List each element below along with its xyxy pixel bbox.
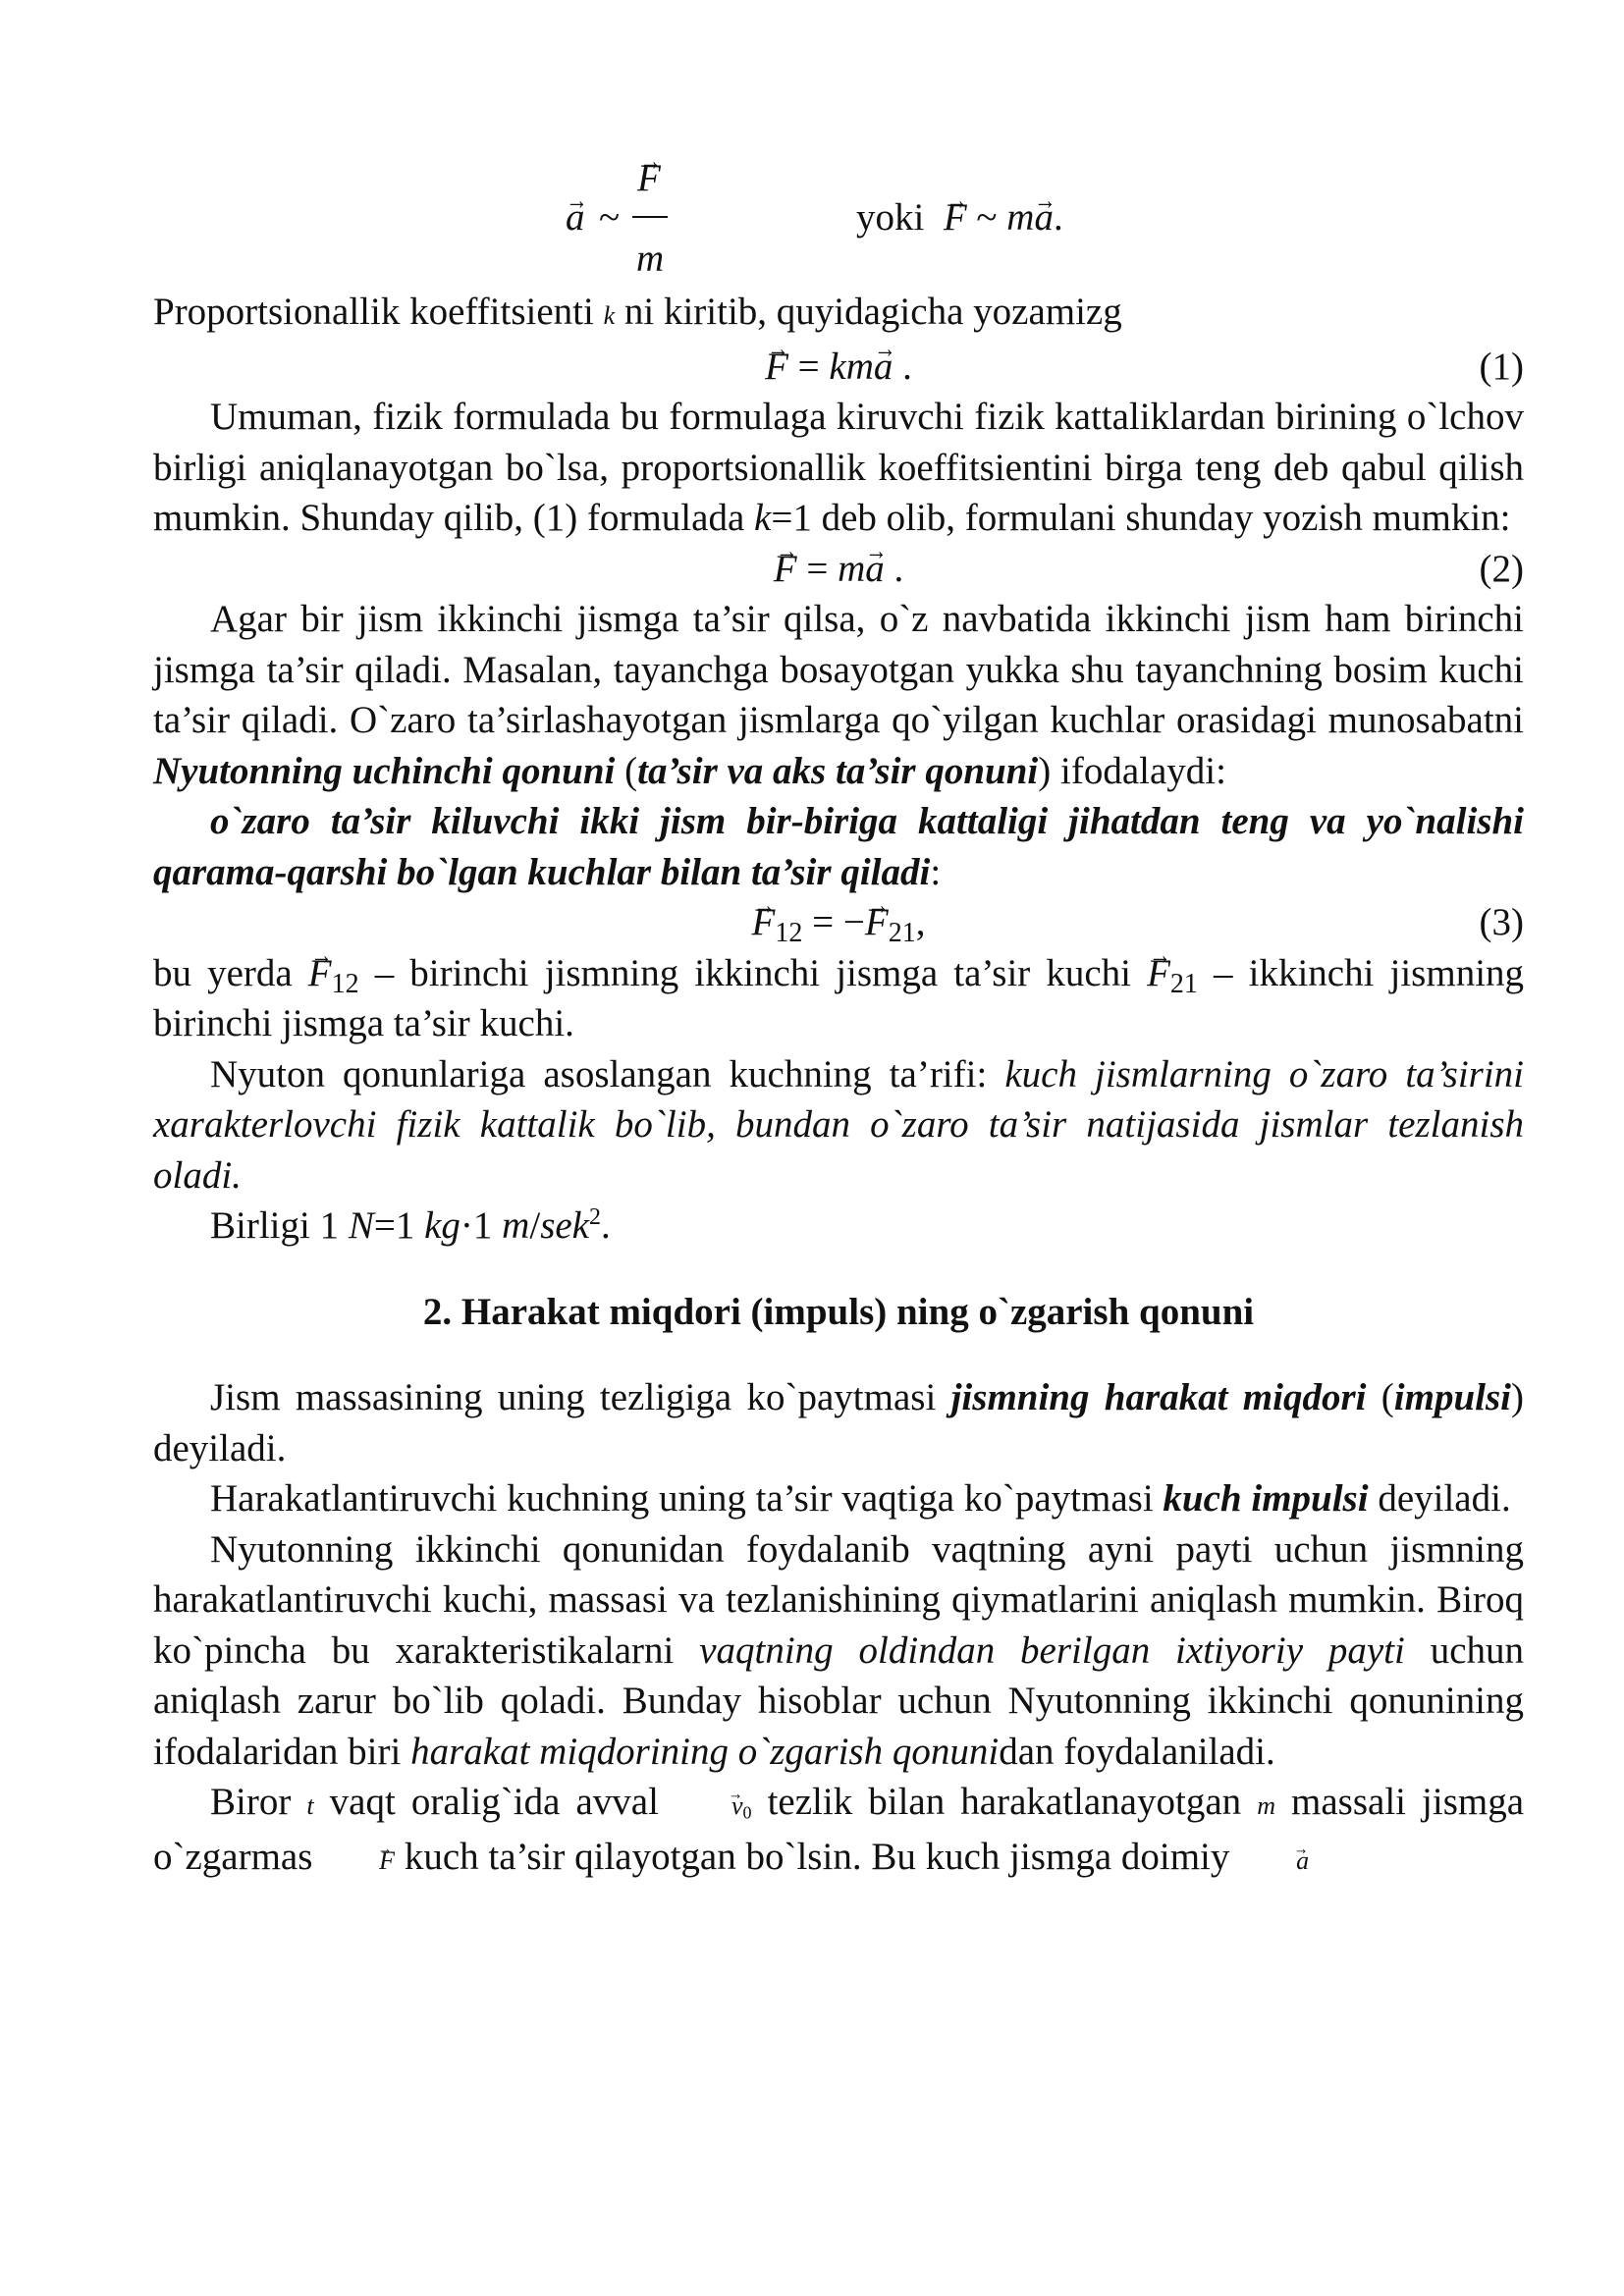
paragraph-third-law bbox=[153, 594, 1524, 796]
text: ni kiritib, quyidagicha yozamizg bbox=[623, 291, 1122, 333]
alternative-formula bbox=[856, 192, 1063, 243]
acceleration-ratio bbox=[566, 159, 762, 287]
text: Nyuton qonunlariga asoslangan kuchning ta’rifi: bbox=[210, 1052, 988, 1095]
acceleration-symbol: → a bbox=[1239, 1836, 1309, 1887]
paragraph-where bbox=[153, 948, 1524, 1049]
paragraph-proportionality bbox=[153, 287, 1524, 342]
text: massali jismga o`zgarmas bbox=[153, 1781, 1525, 1878]
text: Proportsionallik koeffitsienti bbox=[153, 291, 594, 333]
text: Birligi 1 bbox=[210, 1204, 340, 1247]
equation-body bbox=[153, 342, 1524, 393]
text: Jism massasining uning tezligiga ko`paytmasi bbox=[210, 1376, 937, 1418]
paragraph-momentum bbox=[153, 1372, 1524, 1473]
paragraph-unit bbox=[153, 1201, 1524, 1252]
unit-symbol: kg bbox=[424, 1204, 460, 1247]
text: / bbox=[529, 1204, 541, 1247]
proportionality-formula bbox=[153, 159, 1524, 287]
text: Nyutonning ikkinchi qonunidan foydalanib vaqtning ayni payti uchun jismning harakatlantiruvchi kuchi, massasi va tezlanishining qiymatlarini aniqlash mumkin. Biroq ko`pincha bu xarakteristikalarni bbox=[153, 1527, 1524, 1672]
fraction-bar bbox=[632, 216, 668, 218]
equation-body bbox=[153, 897, 1524, 948]
force-symbol: → F bbox=[322, 1836, 395, 1887]
vector-F: → F bbox=[308, 948, 332, 999]
paragraph-force-definition bbox=[153, 1049, 1524, 1201]
text: ) ifodalaydi: bbox=[1038, 749, 1226, 792]
emphasis: vaqtning oldindan berilgan ixtiyoriy payti bbox=[699, 1629, 1405, 1672]
vector-F: → F bbox=[865, 897, 889, 948]
fraction-numerator: → F bbox=[637, 153, 661, 204]
text: : bbox=[930, 850, 942, 893]
force-definition: kuch jismlarning o`zaro ta’sirini xarakterlovchi fizik kattalik bo`lib, bundan o`zaro ta’sir natijasida jismlar tezlanish oladi. bbox=[153, 1052, 1524, 1197]
k-symbol: k bbox=[603, 301, 616, 330]
vector-F: → F bbox=[774, 544, 797, 595]
text: tezlik bilan harakatlanayotgan bbox=[767, 1781, 1242, 1823]
formula-end: . bbox=[884, 547, 904, 590]
equation-body bbox=[153, 544, 1524, 595]
text: – birinchi jismning ikkinchi jismga ta’sir kuchi bbox=[374, 951, 1131, 994]
text: ) deyiladi. bbox=[153, 1376, 1525, 1469]
text: kuch ta’sir qilayotgan bo`lsin. Bu kuch jismga doimiy bbox=[404, 1835, 1230, 1878]
text: Biror bbox=[210, 1781, 292, 1823]
vector-F: → F bbox=[765, 342, 788, 393]
vector-a: → a bbox=[874, 342, 893, 393]
term-third-law: Nyutonning uchinchi qonuni bbox=[153, 749, 616, 792]
term-momentum: jismning harakat miqdori bbox=[950, 1376, 1367, 1418]
mass-symbol: m bbox=[1257, 1791, 1275, 1820]
formula-end: . bbox=[893, 345, 912, 388]
text: =1 bbox=[373, 1204, 415, 1247]
equation-number: (2) bbox=[1479, 547, 1524, 590]
term-action-reaction: ta’sir va aks ta’sir qonuni bbox=[637, 749, 1039, 792]
formula-end: . bbox=[1053, 196, 1063, 239]
text: bu yerda bbox=[153, 951, 293, 994]
section-heading: 2. Harakat miqdori (impuls) ning o`zgarish qonuni bbox=[422, 1290, 1255, 1333]
vector-a: → a bbox=[865, 544, 885, 595]
text: uchun aniqlash zarur bo`lib qoladi. Bunday hisoblar uchun Nyutonning ikkinchi qonunining ifodalaridan biri bbox=[153, 1629, 1525, 1773]
equation-number: (1) bbox=[1479, 345, 1524, 388]
paragraph-force-impulse bbox=[153, 1473, 1524, 1524]
equals: = bbox=[796, 547, 839, 590]
paragraph-coefficient bbox=[153, 392, 1524, 544]
equation-1 bbox=[153, 342, 1524, 393]
connector-word: yoki bbox=[856, 196, 925, 239]
subscript: 12 bbox=[775, 918, 803, 948]
equals: = bbox=[787, 345, 830, 388]
tilde-symbol: ~ bbox=[976, 196, 998, 239]
text: ·1 bbox=[460, 1204, 493, 1247]
unit-symbol: sek bbox=[540, 1204, 589, 1247]
time-symbol: t bbox=[306, 1791, 314, 1820]
subscript: 21 bbox=[1169, 968, 1198, 999]
mass-symbol: m bbox=[1006, 196, 1035, 239]
text: Harakatlantiruvchi kuchning uning ta’sir vaqtiga ko`paytmasi bbox=[210, 1477, 1154, 1520]
text: vaqt oralig`ida avval bbox=[329, 1781, 659, 1823]
vector-F: → F bbox=[752, 897, 776, 948]
superscript: 2 bbox=[589, 1204, 601, 1230]
term-force-impulse: kuch impulsi bbox=[1163, 1477, 1369, 1520]
text: Umuman, fizik formulada bu formulaga kiruvchi fizik kattaliklardan birining o`lchov birligi aniqlanayotgan bo`lsa, proportsionallik koeffitsientini birga teng deb qabul qilish mumkin. Shunday qilib, (1) formulada bbox=[153, 396, 1524, 539]
document-page bbox=[153, 0, 1524, 1886]
k-symbol: k bbox=[754, 497, 772, 539]
unit-symbol: m bbox=[502, 1204, 530, 1247]
emphasis: harakat miqdorining o`zgarish qonuni bbox=[410, 1730, 1000, 1773]
vector-F: → F bbox=[1147, 948, 1170, 999]
formula-end: , bbox=[915, 901, 926, 943]
km-symbols: km bbox=[829, 345, 874, 388]
paragraph-setup bbox=[153, 1777, 1524, 1886]
text: – ikkinchi jismning birinchi jismga ta’sir kuchi. bbox=[153, 951, 1525, 1044]
equals-minus: = − bbox=[802, 901, 865, 943]
text: ( bbox=[624, 749, 638, 792]
tilde-symbol: ~ bbox=[599, 196, 621, 239]
subscript: 0 bbox=[742, 1802, 752, 1823]
vector-a: → a bbox=[566, 192, 585, 243]
vector-a: → a bbox=[1034, 192, 1054, 243]
paragraph-second-law bbox=[153, 1524, 1524, 1778]
mass-symbol: m bbox=[838, 547, 866, 590]
velocity-symbol: → v bbox=[675, 1781, 743, 1832]
text: =1 deb olib, formulani shunday yozish mumkin: bbox=[771, 497, 1511, 539]
equation-2 bbox=[153, 544, 1524, 595]
text: . bbox=[601, 1204, 611, 1247]
unit-symbol: N bbox=[348, 1204, 374, 1247]
text: ( bbox=[1380, 1376, 1394, 1418]
equation-number: (3) bbox=[1479, 901, 1524, 943]
equation-3 bbox=[153, 897, 1524, 948]
law-statement: o`zaro ta’sir kiluvchi ikki jism bir-biriga kattaligi jihatdan teng va yo`nalishi qarama-qarshi bo`lgan kuchlar bilan ta’sir qiladi bbox=[153, 800, 1524, 893]
term-impulse: impulsi bbox=[1393, 1376, 1512, 1418]
text: dan foydalaniladi. bbox=[999, 1730, 1275, 1773]
subscript: 12 bbox=[331, 968, 359, 999]
text: deyiladi. bbox=[1378, 1477, 1511, 1520]
paragraph-law-statement bbox=[153, 796, 1524, 897]
subscript: 21 bbox=[888, 918, 916, 948]
text: Agar bir jism ikkinchi jismga ta’sir qilsa, o`z navbatida ikkinchi jism ham birinchi jismga ta’sir qiladi. Masalan, tayanchga bosayotgan yukka shu tayanchning bosim kuchi ta’sir qiladi. O`zaro ta’sirlashayotgan jismlarga qo`yilgan kuchlar orasidagi munosabatni bbox=[153, 598, 1524, 741]
fraction-denominator: m bbox=[636, 238, 665, 280]
vector-F: → F bbox=[944, 192, 967, 243]
